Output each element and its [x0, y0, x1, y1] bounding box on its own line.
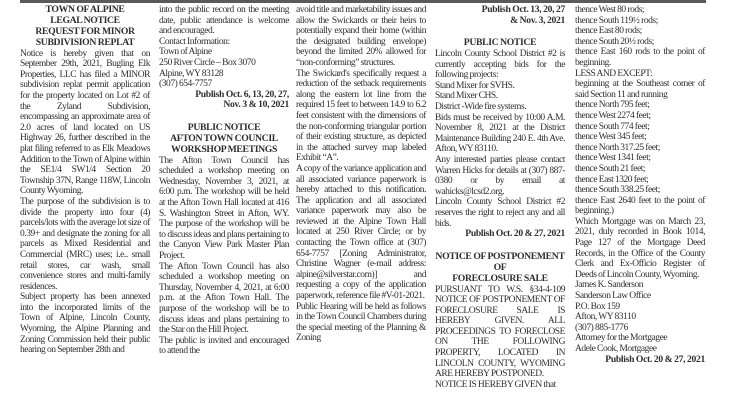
- publish-dates: [435, 229, 565, 240]
- notice-line: thence North 317.25 feet;: [575, 142, 660, 153]
- heading-line: WORKSHOP MEETINGS: [171, 143, 277, 155]
- heading-line: AFTON TOWN COUNCIL: [170, 132, 278, 144]
- heading-line: OF: [493, 261, 507, 273]
- notice-line: Contact Information:: [159, 36, 230, 47]
- notice-line: thence South 774 feet;: [575, 121, 650, 132]
- publish-line: Publish Oct. 20 & 27, 2021: [465, 228, 565, 240]
- publish-dates: [575, 355, 705, 366]
- heading-line: SUBDIVISION REPLAT: [35, 36, 135, 48]
- notice-line: thence South 338.25 feet;: [575, 185, 660, 196]
- notice-line: thence West 1341 feet;: [575, 153, 651, 164]
- notice-line: thence South 119½ rods;: [575, 15, 658, 26]
- publish-dates: [435, 5, 565, 26]
- notice-heading: [435, 252, 565, 285]
- notice-line: Stand Mixer CHS.: [435, 91, 498, 102]
- notice-paragraph: Lincoln County School District #2 is currently accepting bids for the following projects:: [435, 49, 565, 81]
- notice-line: District -Wide fire systems.: [435, 102, 527, 113]
- notice-paragraph: into the public record on the meeting date, public attendance is welcome and encouraged.: [159, 5, 289, 37]
- notice-paragraph: Lincoln County School District #2 reserves the right to reject any and all bids.: [435, 197, 565, 229]
- notice-line: thence North 795 feet;: [575, 100, 650, 111]
- notice-paragraph: thence East 160 rods to the point of beginning.: [575, 47, 705, 68]
- column-2: [159, 5, 289, 357]
- notice-paragraph: The Afton Town Council has also scheduled a workshop meeting on Thursday, November 4, 2021, at 6:00 p.m. at the Afton Town Hall. The purpose of the workshop will be to discuss ideas and plans pertaining to the Star on the Hill Project.: [159, 261, 289, 336]
- notice-heading: [435, 38, 565, 49]
- notice-paragraph: NOTICE IS HEREBY GIVEN that: [435, 379, 556, 390]
- column-4: [435, 5, 565, 390]
- publish-line: Publish Oct. 6, 13, 20, 27,: [195, 88, 289, 100]
- top-rule: [20, 0, 706, 3]
- notice-line: thence West 80 rods;: [575, 5, 645, 15]
- heading-line: NOTICE OF POSTPONEMENT: [435, 250, 565, 262]
- notice-paragraph: The purpose of the subdivision is to divide the property into four (4) parcels/lots with the average lot size of 0.39+ and designate the zoning for all parcels as Mixed Residential and Commercial (MRC) uses; i.e.. small retail stores, car wash, small convenience stores and multi-family residences.: [20, 196, 150, 292]
- spacer: [159, 111, 289, 115]
- publish-line: Publish Oct. 13, 20, 27: [481, 4, 565, 15]
- notice-line: thence East 80 rods;: [575, 26, 642, 37]
- notice-paragraph: A copy of the variance application and all associated variance paperwork is hereby attached to this notification. The application and all associated variance paperwork may also be reviewed at the Alpine Town Hall located at 250 River Circle; or by contacting the Town office at (307) 654-7757 [Zoning Administrator, Christine Wagner (e-mail address: alpine@silverstar.com)] and requesting a copy of the application paperwork, reference file #V-01-2021.: [296, 163, 426, 302]
- column-3: [296, 5, 426, 344]
- notice-line: Afton, WY 83110: [575, 312, 636, 323]
- notice-paragraph: The Afton Town Council has scheduled a workshop meeting on Wednesday, November 3, 2021, at 6:00 p.m. The workshop will be held at the Afton Town Hall located at 416 S. Washington Street in Afton, WY. The purpose of the workshop will be to discuss ideas and plans pertaining to the Canyon View Park Master Plan Project.: [159, 155, 289, 261]
- heading-line: PUBLIC NOTICE: [463, 37, 537, 49]
- notice-line: (307) 885-1776: [575, 322, 628, 333]
- notice-paragraph: beginning at the Southeast corner of said Section 11 and running: [575, 79, 705, 100]
- notice-line: Sanderson Law Office: [575, 291, 651, 302]
- notice-line: Attorney for the Mortgagee: [575, 333, 668, 344]
- notice-line: thence East 1320 feet;: [575, 174, 649, 185]
- publish-line: Nov. 3 & 10, 2021: [223, 99, 289, 111]
- heading-line: PUBLIC NOTICE: [187, 121, 261, 133]
- notice-paragraph: avoid title and marketability issues and allow the Swickards or their heirs to potentially expand their home (within the designated building envelope) beyond the limited 20% allowed for “non-conforming” structures.: [296, 5, 426, 68]
- notice-line: P.O. Box 159: [575, 301, 620, 312]
- notice-line: thence South 21 feet;: [575, 163, 646, 174]
- notice-heading: [20, 5, 150, 49]
- notice-paragraph: Which Mortgage was on March 23, 2021, duly recorded in Book 1014, Page 127 of the Mortgage Deed Records, in the Office of the County Clerk and Ex-Officio Register of Deeds of Lincoln County, Wyoming.: [575, 216, 705, 280]
- notice-paragraph: Notice is hereby given that on September 29th, 2021, Bugling Elk Properties, LLC has filed a MINOR subdivision replat permit application for the property located on Lot #2 of the Zyland Subdivision, encompassing an approximate area of 2.0 acres of land located on US Highway 26, further described in the plat filing referred to as Elk Meadows Addition to the Town of Alpine within the SE1/4 SW1/4 Section 20 Township 37N, Range 118W, Lincoln County Wyoming.: [20, 48, 150, 197]
- heading-line: TOWN OF ALPINE: [45, 4, 125, 15]
- notice-paragraph: Subject property has been annexed into the incorporated limits of the Town of Alpine, Lincoln County, Wyoming, the Alpine Planning and Zoning Commission held their public hearing on September 28th and: [20, 292, 150, 356]
- notice-paragraph: thence East 2640 feet to the point of beginning.): [575, 195, 705, 217]
- column-1: [20, 5, 150, 356]
- notice-paragraph: Public Hearing will be held as follows in the Town Council Chambers during the special meeting of the Planning & Zoning: [296, 301, 426, 344]
- notice-line: 250 River Circle – Box 3070: [159, 57, 256, 68]
- notice-paragraph: The public is invited and encouraged to attend the: [159, 335, 289, 357]
- heading-line: FORECLOSURE SALE: [452, 272, 548, 284]
- publish-line: & Nov. 3, 2021: [510, 14, 565, 26]
- notice-line: thence West 2274 feet;: [575, 110, 651, 121]
- heading-line: REQUEST FOR MINOR: [35, 25, 135, 37]
- notice-line: thence South 20½ rods;: [575, 36, 654, 47]
- notice-line: Adele Cook, Mortgagee: [575, 344, 657, 354]
- notice-line: thence West 345 feet;: [575, 132, 647, 143]
- notice-line: LESS AND EXCEPT:: [575, 68, 653, 79]
- spacer: [435, 240, 565, 244]
- notice-paragraph: Any interested parties please contact Warren Hicks for details at (307) 887-0380 or by email at wahicks@lcsd2.org.: [435, 155, 565, 197]
- notice-line: Town of Alpine: [159, 47, 212, 58]
- notice-line: Alpine, WY 83128: [159, 68, 224, 79]
- notice-paragraph: The Swickard's specifically request a reduction of the setback requirements along the eastern lot line from the required 15 feet to between 14.9 to 6.2 feet consistent with the dimensions of the non-conforming triangular portion of their existing structure, as depicted in the attached survey map labeled Exhibit “A”.: [296, 68, 426, 164]
- publish-dates: [159, 90, 289, 111]
- publish-line: Publish Oct. 20 & 27, 2021: [605, 353, 705, 365]
- notice-line: (307) 654-7757: [159, 79, 212, 90]
- column-5: [575, 5, 705, 365]
- notice-paragraph: Bids must be received by 10:00 A.M. November 8, 2021 at the District Maintenance Building 240 E. 4th Ave. Afton, WY 83110.: [435, 112, 565, 155]
- notice-heading: [159, 123, 289, 156]
- heading-line: LEGAL NOTICE: [50, 14, 120, 26]
- notice-line: Stand Mixer for SVHS.: [435, 80, 515, 91]
- notice-line: James K. Sanderson: [575, 280, 644, 291]
- notice-paragraph: PURSUANT TO W.S. §34-4-109 NOTICE OF POSTPONEMENT OF FORECLOSURE SALE IS HEREBY GIVEN. ALL PROCEEDINGS TO FORECLOSE ON THE FOLLOWING PROPERTY, LOCATED IN LINCOLN COUNTY, WYOMING ARE HEREBY POSTPONED.: [435, 284, 565, 380]
- spacer: [435, 26, 565, 30]
